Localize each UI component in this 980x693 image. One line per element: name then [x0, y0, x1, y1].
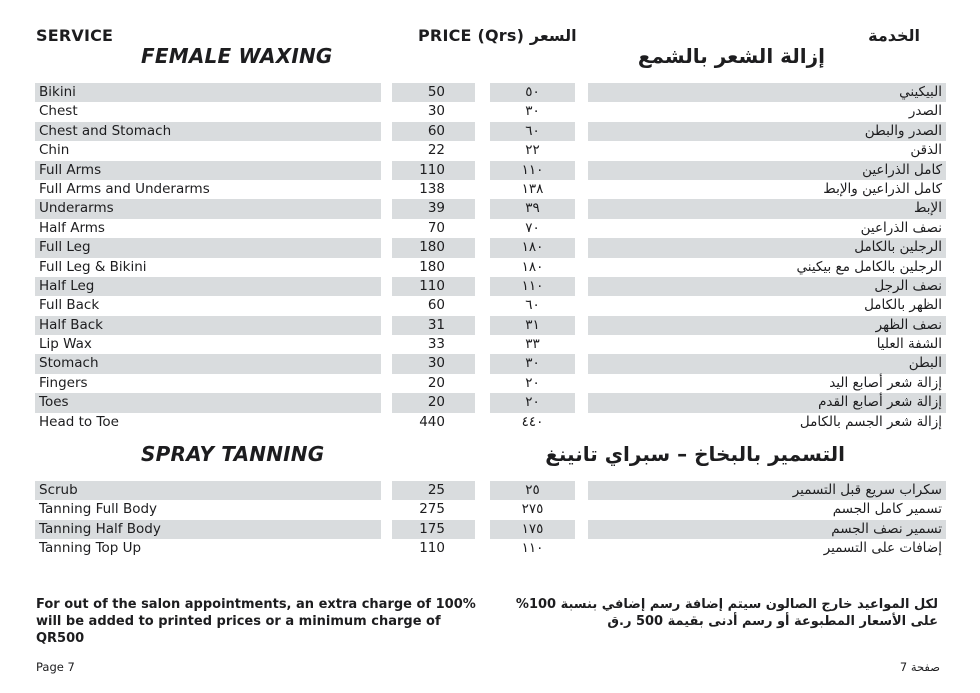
price-value: 25 [392, 481, 475, 500]
table-row [0, 83, 980, 102]
table-row [0, 141, 980, 160]
service-name-ar: البطن [588, 354, 946, 373]
service-name-ar: نصف الذراعين [860, 219, 942, 236]
price-value-ar: ٣٣ [525, 336, 540, 353]
service-header-ar: الخدمة [868, 26, 920, 45]
service-name-ar: كامل الذراعين [588, 161, 946, 180]
price-value-ar: ٥٠ [490, 83, 575, 102]
price-value-ar: ٢٠ [490, 393, 575, 412]
price-value-ar: ٢٢ [525, 142, 540, 159]
service-name: Full Arms and Underarms [39, 180, 210, 197]
waxing-title-ar: إزالة الشعر بالشمع [637, 44, 825, 68]
price-value-ar: ٦٠ [525, 297, 540, 314]
table-row [0, 316, 980, 335]
price-value-ar: ٣٠ [525, 103, 540, 120]
service-name-ar: تسمير نصف الجسم [588, 520, 946, 539]
table-row [0, 520, 980, 539]
price-value-ar: ٢٧٥ [521, 501, 544, 518]
service-name-ar: الرجلين بالكامل مع بيكيني [796, 258, 942, 275]
service-name-ar: الذقن [910, 142, 942, 159]
price-value: 60 [427, 297, 445, 314]
table-row [0, 413, 980, 432]
price-value-ar: ١٧٥ [490, 520, 575, 539]
price-value-ar: ٧٠ [525, 219, 540, 236]
price-value: 110 [392, 277, 475, 296]
service-name: Toes [35, 393, 381, 412]
price-value: 275 [419, 501, 445, 518]
service-name: Fingers [39, 374, 88, 391]
service-name: Full Arms [35, 161, 381, 180]
table-row [0, 161, 980, 180]
table-row [0, 500, 980, 519]
tanning-title: SPRAY TANNING [141, 442, 325, 466]
price-value-ar: ٦٠ [490, 122, 575, 141]
service-name: Chin [39, 142, 70, 159]
footer-note: For out of the salon appointments, an extra charge of 100% will be added to printed prices or a minimum charge of QR500 [36, 597, 476, 646]
service-name: Head to Toe [39, 413, 119, 430]
price-value: 110 [419, 540, 445, 557]
price-value: 60 [392, 122, 475, 141]
price-value: 30 [427, 103, 445, 120]
price-value: 39 [392, 199, 475, 218]
service-name-ar: تسمير كامل الجسم [832, 501, 942, 518]
price-value: 50 [392, 83, 475, 102]
price-value: 22 [427, 142, 445, 159]
service-name: Full Leg [35, 238, 381, 257]
table-row [0, 199, 980, 218]
service-name: Underarms [35, 199, 381, 218]
waxing-title: FEMALE WAXING [141, 44, 333, 68]
service-name: Tanning Top Up [39, 540, 142, 557]
footer-note-ar: لكل المواعيد خارج الصالون سيتم إضافة رسم إضافي بنسبة 100% على الأسعار المطبوعة أو رسم أدنى بقيمة 500 ر.ق [515, 597, 938, 629]
service-name-ar: الرجلين بالكامل [588, 238, 946, 257]
price-value: 70 [427, 219, 445, 236]
price-value-ar: ١٣٨ [521, 180, 544, 197]
price-value: 30 [392, 354, 475, 373]
price-value: 110 [392, 161, 475, 180]
tanning-title-ar: التسمير بالبخاخ – سبراي تانينغ [545, 442, 845, 466]
table-row [0, 258, 980, 277]
tanning-price-table [0, 481, 980, 559]
price-value-ar: ٤٤٠ [521, 413, 544, 430]
table-row [0, 374, 980, 393]
waxing-price-table [0, 83, 980, 432]
service-name: Scrub [35, 481, 381, 500]
price-value: 180 [419, 258, 445, 275]
price-value-ar: ٣٩ [490, 199, 575, 218]
price-value: 440 [419, 413, 445, 430]
service-name-ar: الصدر [908, 103, 942, 120]
service-name-ar: إزالة شعر أصابع القدم [588, 393, 946, 412]
service-name: Tanning Full Body [39, 501, 158, 518]
service-name-ar: إضافات على التسمير [823, 540, 942, 557]
service-name: Half Arms [39, 219, 105, 236]
page-number: Page 7 [36, 660, 75, 674]
table-row [0, 335, 980, 354]
service-name-ar: إزالة شعر الجسم بالكامل [799, 413, 942, 430]
service-name-ar: الصدر والبطن [588, 122, 946, 141]
service-name: Stomach [35, 354, 381, 373]
price-value-ar: ٢٥ [490, 481, 575, 500]
service-name: Chest [39, 103, 78, 120]
table-row [0, 180, 980, 199]
service-name-ar: الظهر بالكامل [864, 297, 942, 314]
price-value-ar: ١٨٠ [521, 258, 544, 275]
service-name: Half Back [35, 316, 381, 335]
service-name: Full Leg & Bikini [39, 258, 147, 275]
price-value-ar: ١٨٠ [490, 238, 575, 257]
table-row [0, 219, 980, 238]
service-name: Chest and Stomach [35, 122, 381, 141]
price-value: 138 [419, 180, 445, 197]
service-name-ar: نصف الرجل [588, 277, 946, 296]
table-row [0, 296, 980, 315]
price-value: 31 [392, 316, 475, 335]
service-name-ar: إزالة شعر أصابع اليد [829, 374, 942, 391]
table-row [0, 354, 980, 373]
price-value: 33 [427, 336, 445, 353]
price-value-ar: ٣١ [490, 316, 575, 335]
table-row [0, 102, 980, 121]
service-name-ar: نصف الظهر [588, 316, 946, 335]
service-name-ar: كامل الذراعين والإبط [823, 180, 942, 197]
service-name-ar: البيكيني [588, 83, 946, 102]
price-value: 20 [392, 393, 475, 412]
service-name: Half Leg [35, 277, 381, 296]
service-name: Tanning Half Body [35, 520, 381, 539]
table-row [0, 277, 980, 296]
price-value-ar: ١١٠ [490, 161, 575, 180]
service-name: Full Back [39, 297, 100, 314]
price-value-ar: ٢٠ [525, 374, 540, 391]
service-name-ar: سكراب سريع قبل التسمير [588, 481, 946, 500]
table-row [0, 122, 980, 141]
price-value: 180 [392, 238, 475, 257]
table-row [0, 481, 980, 500]
table-row [0, 238, 980, 257]
service-name-ar: الشفة العليا [876, 336, 942, 353]
price-value: 175 [392, 520, 475, 539]
service-name: Bikini [35, 83, 381, 102]
table-row [0, 393, 980, 412]
page-number-ar: صفحة 7 [899, 660, 940, 674]
price-value-ar: ١١٠ [521, 540, 544, 557]
price-header: PRICE (Qrs) السعر [418, 26, 577, 45]
price-value-ar: ١١٠ [490, 277, 575, 296]
price-value: 20 [427, 374, 445, 391]
table-row [0, 539, 980, 558]
service-name-ar: الإبط [588, 199, 946, 218]
price-value-ar: ٣٠ [490, 354, 575, 373]
service-header: SERVICE [36, 26, 114, 45]
service-name: Lip Wax [39, 336, 92, 353]
